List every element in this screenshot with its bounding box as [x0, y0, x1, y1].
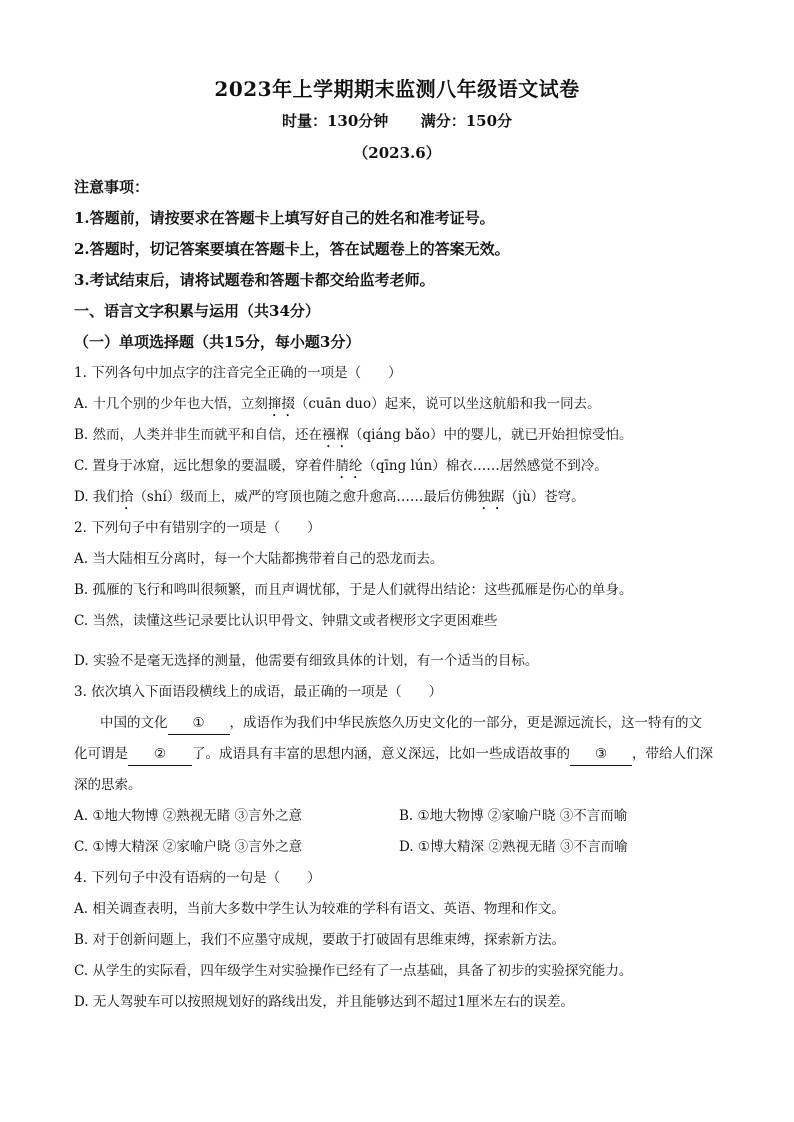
question-2-option-c: C. 当然，读懂这些记录要比认识甲骨文、钟鼎文或者楔形文字更困难些 — [74, 613, 498, 629]
question-4-option-b: B. 对于创新问题上，我们不应墨守成规，要敢于打破固有思维束缚，探索新方法。 — [74, 932, 566, 948]
question-2-option-d: D. 实验不是毫无选择的测量，他需要有细致具体的计划，有一个适当的目标。 — [74, 653, 539, 669]
option-text: （shí）级而上，威严的穹顶也随之愈升愈高……最后仿佛 — [133, 489, 478, 505]
question-4-option-c: C. 从学生的实际看，四年级学生对实验操作已经有了一点基础，具备了初步的实验探究能力。 — [74, 963, 633, 979]
dotted-chars: 腈纶 — [335, 458, 363, 474]
question-3-option-b: B. ①地大物博 ②家喻户晓 ③不言而喻 — [399, 808, 628, 824]
option-text: （qīng lún）棉衣……居然感觉不到冷。 — [362, 458, 608, 474]
option-text: （cuān duo）起来，说可以坐这航船和我一同去。 — [294, 396, 601, 412]
question-2-stem: 2. 下列句子中有错别字的一项是（ ） — [74, 520, 321, 536]
option-text: D. 我们 — [74, 489, 120, 505]
passage-line — [74, 739, 734, 770]
fill-blank-2: ② — [128, 743, 192, 766]
notice-heading: 注意事项： — [74, 178, 150, 196]
exam-meta — [0, 110, 794, 131]
dotted-chars: 拾 — [119, 489, 134, 505]
passage-text: 中国的文化 — [100, 715, 168, 731]
sub-section-heading: （一）单项选择题（共15分，每小题3分） — [74, 333, 361, 351]
question-3-option-c: C. ①博大精深 ②家喻户晓 ③言外之意 — [74, 839, 303, 855]
dotted-chars: 襁褓 — [322, 427, 350, 443]
passage-text: 化可谓是 — [74, 746, 128, 762]
passage-text: 了。成语具有丰富的思想内涵，意义深远，比如一些成语故事的 — [192, 746, 570, 762]
question-4-stem: 4. 下列句子中没有语病的一句是（ ） — [74, 870, 321, 886]
exam-title: 2023年上学期期末监测八年级语文试卷 — [214, 77, 580, 101]
question-3-option-a: A. ①地大物博 ②熟视无睹 ③言外之意 — [74, 808, 303, 824]
question-4-option-d: D. 无人驾驶车可以按照规划好的路线出发，并且能够达到不超过1厘米左右的误差。 — [74, 994, 575, 1010]
question-1-option-c — [74, 451, 734, 482]
question-1-stem: 1. 下列各句中加点字的注音完全正确的一项是（ ） — [74, 365, 402, 381]
question-4-option-a: A. 相关调查表明，当前大多数中学生认为较难的学科有语文、英语、物理和作文。 — [74, 901, 565, 917]
exam-date: （2023.6） — [353, 144, 441, 162]
option-text: （qiáng bǎo）中的婴儿，就已开始担惊受怕。 — [349, 427, 633, 443]
question-3-options-row-1 — [74, 801, 734, 832]
score-label: 满分：150分 — [420, 112, 513, 130]
passage-text: ，成语作为我们中华民族悠久历史文化的一部分，更是源远流长，这一特有的文 — [229, 715, 702, 731]
question-3-options-row-2 — [74, 832, 734, 863]
option-text: B. 然而，人类并非生而就平和自信，还在 — [74, 427, 323, 443]
notice-item: 3.考试结束后，请将试题卷和答题卡都交给监考老师。 — [74, 271, 435, 289]
question-3-stem: 3. 依次填入下面语段横线上的成语，最正确的一项是（ ） — [74, 684, 443, 700]
fill-blank-3: ③ — [570, 743, 632, 766]
option-text: （jù）苍穹。 — [504, 489, 585, 505]
question-1-option-a — [74, 389, 734, 420]
question-1-option-b — [74, 420, 734, 451]
time-label: 时量：130分钟 — [281, 112, 389, 130]
option-text: C. 置身于冰窟，远比想象的要温暖，穿着件 — [74, 458, 336, 474]
question-2-option-b: B. 孤雁的飞行和鸣叫很频繁，而且声调忧郁，于是人们就得出结论：这些孤雁是伤心的单身。 — [74, 582, 633, 598]
notice-item: 2.答题时，切记答案要填在答题卡上，答在试题卷上的答案无效。 — [74, 240, 510, 258]
section-heading: 一、语言文字积累与运用（共34分） — [74, 302, 320, 320]
passage-line — [74, 708, 734, 739]
dotted-chars: 撺掇 — [267, 396, 295, 412]
option-text: A. 十几个别的少年也大悟，立刻 — [74, 396, 268, 412]
passage-line: 深的思索。 — [74, 777, 142, 793]
exam-content — [74, 172, 734, 1018]
fill-blank-1: ① — [168, 712, 230, 735]
question-3-option-d: D. ①博大精深 ②熟视无睹 ③不言而喻 — [399, 839, 628, 855]
question-3-passage — [74, 708, 734, 801]
question-1-option-d — [74, 482, 734, 513]
notice-item: 1.答题前，请按要求在答题卡上填写好自己的姓名和准考证号。 — [74, 209, 495, 227]
passage-text: ，带给人们深 — [632, 746, 713, 762]
dotted-chars: 独踞 — [477, 489, 505, 505]
question-2-option-a: A. 当大陆相互分离时，每一个大陆都携带着自己的恐龙而去。 — [74, 551, 444, 567]
